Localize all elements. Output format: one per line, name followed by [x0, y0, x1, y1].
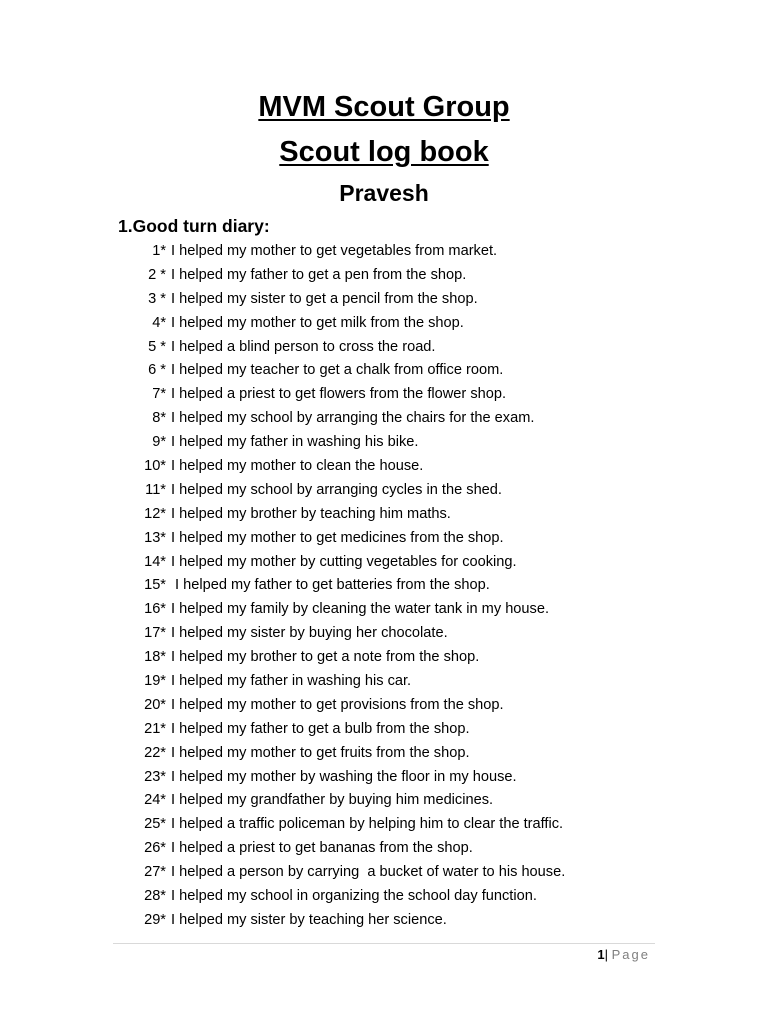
entry-number: 26* [144, 840, 166, 857]
document-title: MVM Scout Group [258, 91, 510, 123]
entry-text: I helped my brother by teaching him maths. [171, 505, 451, 522]
footer-divider [113, 943, 655, 944]
entry-number: 4* [152, 314, 166, 331]
list-item [0, 239, 768, 263]
list-item [0, 406, 768, 430]
entry-text: I helped my father to get batteries from the shop. [171, 577, 490, 594]
list-item [0, 335, 768, 359]
entry-text: I helped my mother to get fruits from the shop. [171, 744, 470, 761]
entry-text: I helped my school in organizing the school day function. [171, 887, 537, 904]
document-subtitle: Scout log book [279, 136, 489, 168]
entry-text: I helped my father in washing his car. [171, 672, 412, 689]
entry-text: I helped my mother to get milk from the shop. [171, 314, 464, 331]
entry-text: I helped my sister to get a pencil from the shop. [171, 290, 478, 307]
entry-text: I helped my sister by teaching her science. [171, 911, 447, 928]
list-item [0, 836, 768, 860]
entry-text: I helped my father to get a pen from the shop. [171, 266, 467, 283]
entry-text: I helped my father to get a bulb from the shop. [171, 720, 470, 737]
entry-text: I helped a priest to get flowers from the flower shop. [171, 386, 507, 403]
entry-text: I helped a traffic policeman by helping him to clear the traffic. [171, 816, 564, 833]
scout-name: Pravesh [339, 180, 429, 206]
entry-number: 29* [144, 911, 166, 928]
entry-number: 15* [144, 577, 166, 594]
list-item [0, 597, 768, 621]
list-item [0, 621, 768, 645]
list-item [0, 454, 768, 478]
list-item [0, 573, 768, 597]
list-item [0, 287, 768, 311]
list-item [0, 645, 768, 669]
list-item [0, 765, 768, 789]
entry-text: I helped a blind person to cross the road. [171, 338, 436, 355]
entry-text: I helped my father in washing his bike. [171, 434, 419, 451]
entry-number: 10* [144, 457, 166, 474]
good-turn-list [0, 239, 768, 932]
entry-number: 6 * [148, 362, 166, 379]
entry-number: 12* [144, 505, 166, 522]
entry-text: I helped my sister by buying her chocolate. [171, 625, 448, 642]
entry-text: I helped my brother to get a note from the shop. [171, 649, 480, 666]
entry-number: 21* [144, 720, 166, 737]
list-item [0, 884, 768, 908]
entry-number: 25* [144, 816, 166, 833]
list-item [0, 382, 768, 406]
entry-number: 23* [144, 768, 166, 785]
entry-text: I helped my teacher to get a chalk from office room. [171, 362, 504, 379]
list-item [0, 502, 768, 526]
entry-number: 2 * [148, 266, 166, 283]
list-item [0, 669, 768, 693]
entry-number: 5 * [148, 338, 166, 355]
list-item [0, 478, 768, 502]
list-item [0, 430, 768, 454]
entry-text: I helped my grandfather by buying him medicines. [171, 792, 494, 809]
page-label: Page [611, 947, 650, 962]
entry-text: I helped my school by arranging the chairs for the exam. [171, 410, 535, 427]
entry-text: I helped my mother to get vegetables from market. [171, 242, 498, 259]
list-item [0, 693, 768, 717]
entry-number: 1* [152, 242, 166, 259]
page-separator: | [604, 947, 608, 962]
entry-text: I helped a priest to get bananas from the shop. [171, 840, 473, 857]
entry-number: 27* [144, 864, 166, 881]
list-item [0, 860, 768, 884]
entry-number: 16* [144, 601, 166, 618]
entry-number: 19* [144, 672, 166, 689]
section-heading-good-turn-diary: 1.Good turn diary: [118, 216, 270, 236]
entry-number: 22* [144, 744, 166, 761]
entry-text: I helped a person by carrying a bucket of water to his house. [171, 864, 566, 881]
entry-text: I helped my mother to get medicines from the shop. [171, 529, 504, 546]
entry-number: 7* [152, 386, 166, 403]
list-item [0, 741, 768, 765]
list-item [0, 263, 768, 287]
entry-number: 18* [144, 649, 166, 666]
entry-text: I helped my mother to get provisions from the shop. [171, 696, 504, 713]
entry-number: 9* [152, 434, 166, 451]
list-item [0, 812, 768, 836]
list-item [0, 717, 768, 741]
entry-text: I helped my family by cleaning the water tank in my house. [171, 601, 550, 618]
page-footer [597, 946, 650, 964]
list-item [0, 526, 768, 550]
list-item [0, 550, 768, 574]
entry-number: 14* [144, 553, 166, 570]
entry-text: I helped my mother to clean the house. [171, 457, 424, 474]
entry-number: 17* [144, 625, 166, 642]
entry-text: I helped my mother by cutting vegetables for cooking. [171, 553, 517, 570]
list-item [0, 358, 768, 382]
entry-number: 3 * [148, 290, 166, 307]
entry-number: 28* [144, 887, 166, 904]
entry-text: I helped my school by arranging cycles in the shed. [171, 481, 502, 498]
list-item [0, 788, 768, 812]
list-item [0, 908, 768, 932]
list-item [0, 311, 768, 335]
entry-number: 11* [145, 481, 166, 498]
entry-text: I helped my mother by washing the floor in my house. [171, 768, 517, 785]
entry-number: 20* [144, 696, 166, 713]
entry-number: 13* [144, 529, 166, 546]
page-number: 1 [597, 947, 605, 962]
entry-number: 8* [152, 410, 166, 427]
entry-number: 24* [144, 792, 166, 809]
